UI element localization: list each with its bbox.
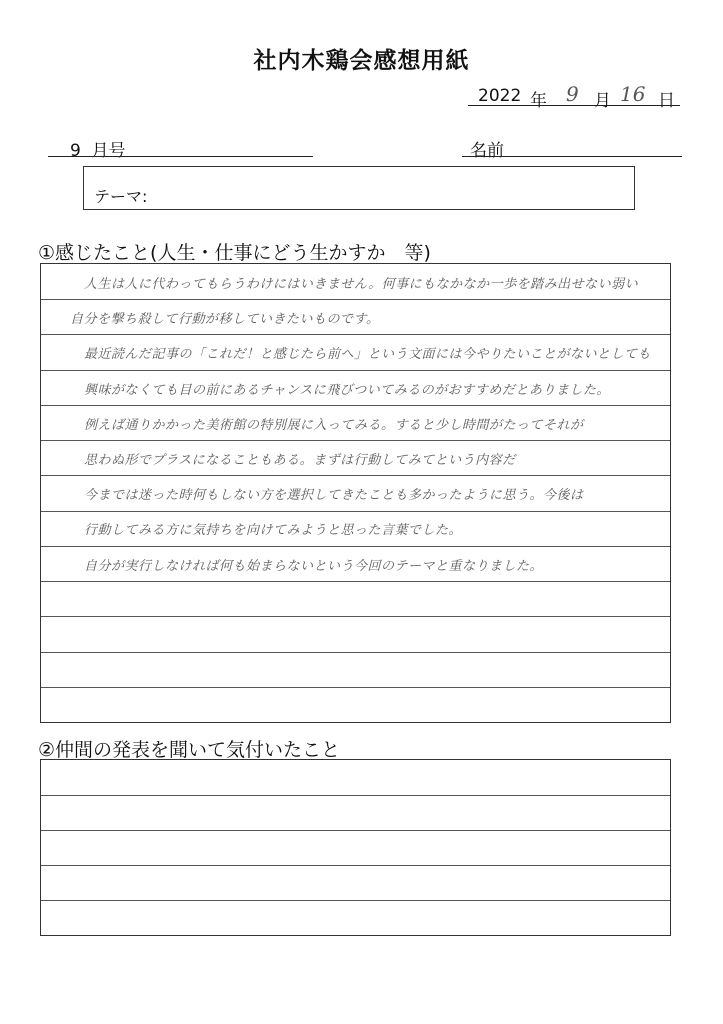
handwritten-line: 例えば通りかかった美術館の特別展に入ってみる。すると少し時間がたってそれが xyxy=(84,417,584,433)
date-underline xyxy=(468,105,680,106)
ruled-row xyxy=(41,581,670,617)
ruled-row xyxy=(41,687,670,722)
date-year-unit: 年 xyxy=(530,91,547,111)
issue-month: 9 xyxy=(70,141,81,161)
date-year: 2022 xyxy=(478,86,522,106)
handwritten-line: 今までは迷った時何もしない方を選択してきたことも多かったように思う。今後は xyxy=(84,488,584,504)
name-label: 名前 xyxy=(470,141,504,161)
date-day-unit: 日 xyxy=(658,91,675,111)
ruled-row xyxy=(41,652,670,688)
theme-box xyxy=(83,166,635,210)
section2-lined-box xyxy=(40,759,671,936)
handwritten-line: 行動してみる方に気持ちを向けてみようと思った言葉でした。 xyxy=(84,523,463,539)
theme-label: テーマ: xyxy=(94,187,148,206)
handwritten-line: 人生は人に代わってもらうわけにはいきません。何事にもなかなか一歩を踏み出せない弱い xyxy=(84,276,639,292)
handwritten-line: 興味がなくても目の前にあるチャンスに飛びついてみるのがおすすめだとありました。 xyxy=(84,382,610,398)
ruled-row xyxy=(41,900,670,935)
handwritten-line: 思わぬ形でプラスになることもある。まずは行動してみてという内容だ xyxy=(84,453,516,469)
handwritten-line: 最近読んだ記事の「これだ！と感じたら前へ」という文面には今やりたいことがないとしても xyxy=(84,347,652,363)
section2-title: ②仲間の発表を聞いて気付いたこと xyxy=(38,739,341,761)
handwritten-line: 自分が実行しなければ何も始まらないという今回のテーマと重なりました。 xyxy=(84,558,544,574)
form-title: 社内木鶏会感想用紙 xyxy=(253,48,470,74)
ruled-row xyxy=(41,830,670,866)
issue-underline xyxy=(48,156,313,157)
ruled-row xyxy=(41,760,670,796)
date-month-value: 9 xyxy=(566,82,579,106)
name-underline xyxy=(462,156,682,157)
date-month-unit: 月 xyxy=(594,91,611,111)
issue-label xyxy=(70,136,126,161)
ruled-row xyxy=(41,616,670,652)
date-day-value: 16 xyxy=(620,82,646,106)
ruled-row xyxy=(41,865,670,901)
ruled-row xyxy=(41,795,670,831)
section1-title: ①感じたこと(人生・仕事にどう生かすか 等) xyxy=(38,242,431,264)
handwritten-line: 自分を撃ち殺して行動が移していきたいものです。 xyxy=(70,312,380,328)
issue-unit: 月号 xyxy=(91,141,126,161)
